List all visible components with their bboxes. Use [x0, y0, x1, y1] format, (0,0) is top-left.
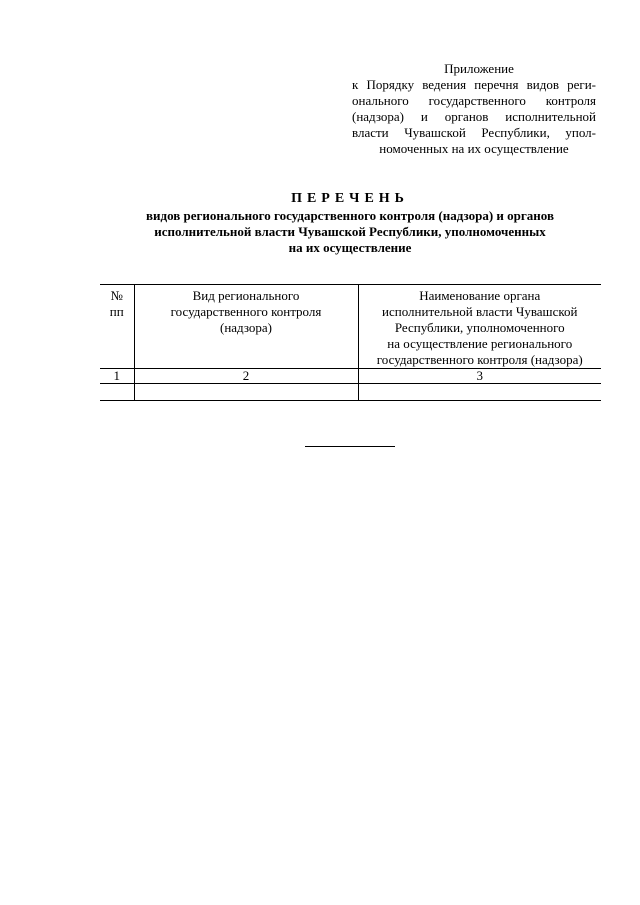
header-line: государственного контроля (надзора)	[376, 352, 583, 367]
registry-table	[100, 284, 601, 401]
header-line: государственного контроля	[170, 304, 322, 319]
appendix-title: Приложение	[444, 61, 514, 76]
header-line: на осуществление регионального	[387, 336, 573, 351]
table-cell	[134, 384, 358, 401]
appendix-text	[352, 77, 596, 157]
header-line: Наименование органа	[419, 288, 541, 303]
appendix-line: онального государственного контроля	[352, 93, 596, 108]
document-heading	[100, 190, 600, 256]
appendix-line: (надзора) и органов исполнительной	[352, 109, 596, 124]
header-line: исполнительной власти Чувашской	[382, 304, 578, 319]
column-header-authority-name	[358, 285, 601, 369]
table-row	[100, 384, 601, 401]
appendix-line: власти Чувашской Республики, упол-	[352, 125, 596, 140]
subtitle-line: видов регионального государственного контроля (надзора) и органов	[145, 208, 554, 223]
header-line: Республики, уполномоченного	[394, 320, 565, 335]
appendix-line: к Порядку ведения перечня видов реги-	[352, 77, 596, 92]
table-cell	[100, 384, 134, 401]
document-subtitle	[100, 208, 600, 256]
subtitle-line: на их осуществление	[288, 240, 412, 255]
column-header-control-type	[134, 285, 358, 369]
table-cell	[358, 384, 601, 401]
header-line: №	[110, 288, 123, 303]
column-number: 1	[100, 369, 134, 384]
column-header-number	[100, 285, 134, 369]
appendix-line: номоченных на их осуществление	[379, 141, 569, 156]
header-line: (надзора)	[220, 320, 272, 335]
header-line: пп	[109, 304, 124, 319]
header-line: Вид регионального	[192, 288, 300, 303]
column-number: 3	[358, 369, 601, 384]
column-number: 2	[134, 369, 358, 384]
subtitle-line: исполнительной власти Чувашской Республики, уполномоченных	[154, 224, 546, 239]
end-divider	[305, 446, 395, 447]
column-number-row	[100, 369, 601, 384]
appendix-block	[352, 61, 596, 157]
table-header-row	[100, 285, 601, 369]
document-title: ПЕРЕЧЕНЬ	[291, 191, 409, 206]
